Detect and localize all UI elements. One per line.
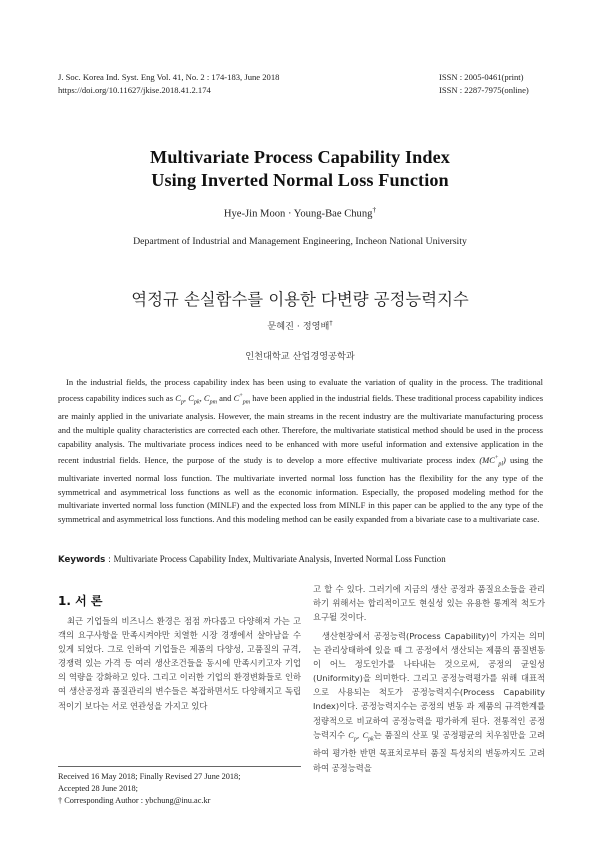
keywords-list: Multivariate Process Capability Index, Multivariate Analysis, Inverted Normal Loss Function: [113, 554, 446, 564]
author-names: [0, 205, 600, 220]
korean-affiliation: 인천대학교 산업경영공학과: [245, 351, 355, 362]
author-list: Hye-Jin Moon · Young-Bae Chung: [223, 208, 373, 220]
intro-paragraph-left: 최근 기업들의 비즈니스 환경은 점점 까다롭고 다양해져 가는 고객의 요구사항을 만족시켜야만 치열한 시장 경쟁에서 살아남을 수 있게 되었다. 그로 인하여 기업들은 제품의 다양성, 고품질의 규격, 경쟁력 있는 가격 등 여러 생산조건들을 동시에 만족시키고자 기업의 역량을 강화하고 있다. 그리고 이러한 기업의 환경변화들로 인하여 생산공정과 품질관리의 변수들은 복잡하면서도 다양해지고 독립적이기 보다는 서로 연관성을 가지고 있다: [58, 616, 301, 711]
corresponding-dagger: †: [372, 205, 377, 214]
korean-author-list: 문혜진 · 정영배: [267, 321, 330, 332]
issn-online: ISSN : 2287-7975(online): [439, 85, 529, 95]
korean-authors: [0, 318, 600, 332]
paper-title-line-2: Using Inverted Normal Loss Function: [151, 170, 449, 190]
author-affiliation: Department of Industrial and Management Engineering, Incheon National University: [133, 236, 467, 247]
keywords: Keywords : Multivariate Process Capability Index, Multivariate Analysis, Inverted Normal Loss Function: [58, 554, 446, 565]
doi-link[interactable]: https://doi.org/10.11627/jkise.2018.41.2.174: [58, 85, 211, 95]
paper-title-line-1: Multivariate Process Capability Index: [150, 147, 450, 167]
korean-dagger: †: [329, 318, 333, 327]
issn-print: ISSN : 2005-0461(print): [439, 72, 524, 82]
footnote-divider: [58, 766, 301, 767]
korean-title: 역정규 손실함수를 이용한 다변량 공정능력지수: [131, 290, 469, 309]
corresponding-author: † Corresponding Author : ybchung@inu.ac.kr: [58, 796, 211, 806]
section-heading-introduction: 1. 서 론: [58, 594, 103, 608]
intro-paragraph-right-2: 생산현장에서 공정능력(Process Capability)이 가지는 의미는 관리상태하에 있을 때 그 공정에서 생산되는 제품의 품질변동이 어느 정도인가를 나타내는 것으로써, 공정의 균일성(Uniformity)을 의미한다. 그리고 공정능력평가를 위해 대표적으로 사용되는 척도가 공정능력지수(Process Capability Index)이다. 공정능력지수는 공정의 변동 과 제품의 규격한계를 정량적으로 비교하여 공정능력을 평가하게 된다. 전통적인 공정능력지수 $C_p$, $C_{pk}$는 품질의 산포 및 공정평균의 치우침만을 고려하여 평가한 반면 목표치로부터 품질 특성치의 변동까지도 고려하여 공정능력을: [313, 631, 546, 773]
abstract: In the industrial fields, the process capability index has been using to evaluate the variation of quality in the process. The traditional process capability indices such as $C_p$, $C_{pk}$, $C_{pm}$ and $C^+_{pm}$ have been applied in the industrial fields. These traditional process capability indices are mainly applied in the univariate analysis. However, the main streams in the recent industry are the multivariate manufacturing process and the multiple quality characteristics are corrected each other. Therefore, the multivariate statistical method should be used in the process capability analysis. The multivariate process indices need to be enhanced with more useful information and extensive application in the recent industrial fields. Hence, the purpose of the study is to develop a more effective multivariate process index $(MC^+_{pl})$ using the multivariate inverted normal loss function. The multivariate inverted normal loss function has the flexibility for the any type of the symmetrical and asymmetrical loss functions as well as the economic information. Especially, the proposed modeling method for the multivariate inverted normal loss function (MINLF) and the expected loss from MINLF in this paper can be applied to the any type of the symmetrical and asymmetrical loss functions. And this modeling method can be easily expanded from a bivariate case to a multivariate case.: [58, 377, 544, 525]
footnotes: [58, 771, 301, 808]
received-date: Received 16 May 2018; Finally Revised 27 June 2018;: [58, 772, 241, 781]
accepted-date: Accepted 28 June 2018;: [58, 784, 138, 794]
keywords-label: Keywords: [58, 555, 106, 565]
intro-paragraph-right-1: 고 할 수 있다. 그러기에 지금의 생산 공정과 품질요소들을 관리하기 위해서는 합리적이고도 현실성 있는 유용한 통계적 척도가 요구될 것이다.: [313, 584, 545, 623]
journal-citation: J. Soc. Korea Ind. Syst. Eng Vol. 41, No. 2 : 174-183, June 2018: [58, 72, 280, 82]
